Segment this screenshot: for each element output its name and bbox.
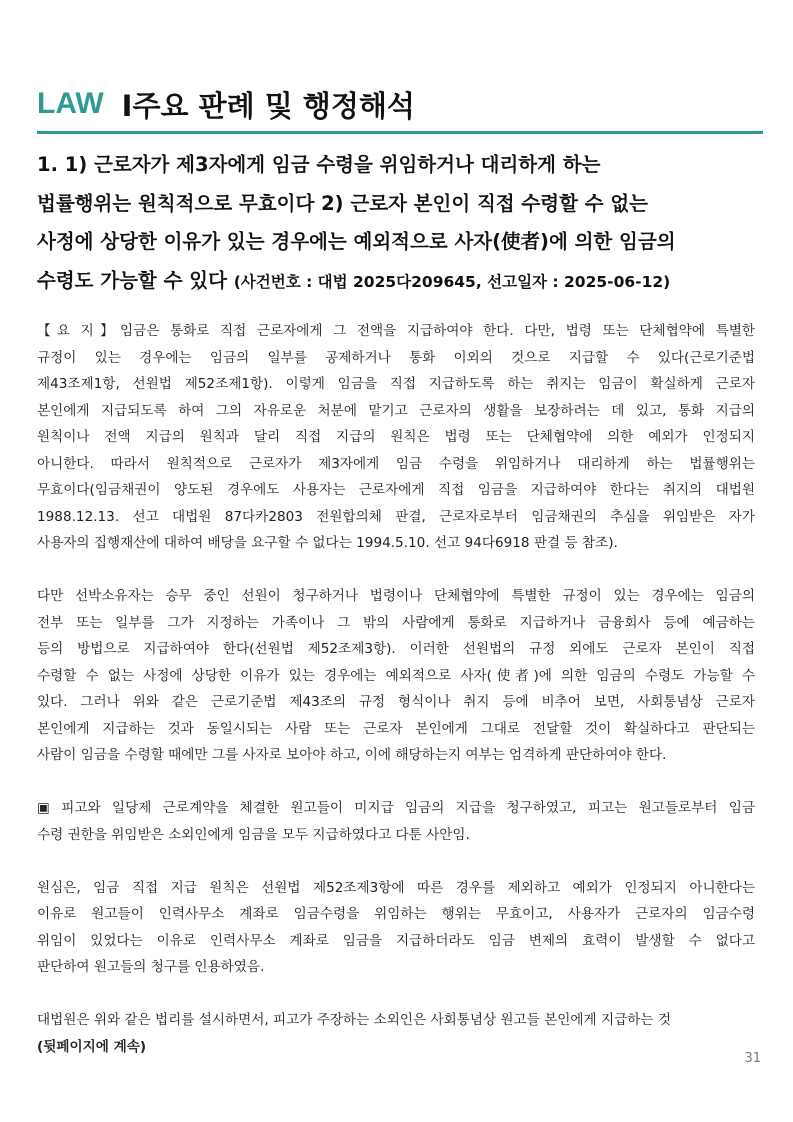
text-line: 수령 권한을 위임받은 소외인에게 임금을 모두 지급하였다고 다툰 사안임. — [37, 826, 470, 843]
case-title-text: 수령도 가능할 수 있다 — [37, 268, 227, 292]
text-line: 수령할 수 없는 사정에 상당한 이유가 있는 경우에는 예외적으로 사자(使者)에 의한 임금의 수령도 가능할 수 — [37, 667, 755, 684]
case-title-line: 사정에 상당한 이유가 있는 경우에는 예외적으로 사자(使者)에 의한 임금의 — [37, 230, 676, 253]
text-line: 1988.12.13. 선고 대법원 87다카2803 전원합의체 판결, 근로자로부터 임금채권의 추심을 위임받은 자가 — [37, 508, 755, 525]
text-line: 등의 방법으로 지급하여야 한다(선원법 제52조제3항). 이러한 선원법의 규정 외에도 근로자 본인이 직접 — [37, 641, 755, 657]
continuation-note: (뒷페이지에 계속) — [37, 1038, 147, 1055]
case-title-line: 1. 1) 근로자가 제3자에게 임금 수령을 위임하거나 대리하게 하는 — [37, 153, 601, 176]
case-title — [37, 146, 763, 301]
paragraph-case-facts — [37, 795, 755, 848]
paragraph-supreme-court — [37, 1007, 755, 1060]
text-line: 원칙이나 전액 지급의 원칙과 달리 직접 지급의 원칙은 법령 또는 단체협약에 의한 예외가 인정되지 — [37, 429, 755, 445]
text-line: 【요 지】임금은 통화로 직접 근로자에게 그 전액을 지급하여야 한다. 다만, 법령 또는 단체협약에 특별한 — [37, 323, 755, 339]
text-line: 있다. 그러나 위와 같은 근로기준법 제43조의 규정 형식이나 취지 등에 비추어 보면, 사회통념상 근로자 — [37, 694, 755, 710]
case-meta: (사건번호 : 대법 2025다209645, 선고일자 : 2025-06-12) — [233, 272, 671, 291]
document-body — [37, 318, 755, 1060]
header-divider — [37, 131, 763, 134]
text-line: 위임이 있었다는 이유로 인력사무소 계좌로 임금을 지급하더라도 임금 변제의 효력이 발생할 수 없다고 — [37, 932, 755, 949]
page-number: 31 — [744, 1051, 761, 1066]
paragraph-lower-court — [37, 875, 755, 981]
text-line: 전부 또는 일부를 그가 지정하는 가족이나 그 밖의 사람에게 통화로 지급하거나 금융회사 등에 예금하는 — [37, 614, 755, 631]
text-line: 본인에게 지급되도록 하여 그의 자유로운 처분에 맡기고 근로자의 생활을 보장하려는 데 있고, 통화 지급의 — [37, 402, 755, 419]
text-line: 규정이 있는 경우에는 임금의 일부를 공제하거나 통화 이외의 것으로 지급할 수 있다(근로기준법 — [37, 349, 755, 366]
text-line: ▣ 피고와 일당제 근로계약을 체결한 원고들이 미지급 임금의 지급을 청구하였고, 피고는 원고들로부터 임금 — [37, 800, 755, 816]
text-line: 아니한다. 따라서 원칙적으로 근로자가 제3자에게 임금 수령을 위임하거나 대리하게 하는 법률행위는 — [37, 455, 755, 472]
text-line: 다만 선박소유자는 승무 중인 선원이 청구하거나 법령이나 단체협약에 특별한 규정이 있는 경우에는 임금의 — [37, 588, 755, 604]
page-header — [37, 82, 763, 126]
section-title: Ⅰ주요 판례 및 행정해석 — [121, 88, 415, 123]
text-line: 이유로 원고들이 인력사무소 계좌로 임금수령을 위임하는 행위는 무효이고, 사용자가 근로자의 임금수령 — [37, 906, 755, 922]
paragraph-exception — [37, 583, 755, 769]
text-line: 판단하여 원고들의 청구를 인용하였음. — [37, 959, 265, 975]
case-title-line-last — [37, 262, 763, 302]
text-line: 원심은, 임금 직접 지급 원칙은 선원법 제52조제3항에 따른 경우를 제외하고 예외가 인정되지 아니한다는 — [37, 879, 755, 896]
paragraph-summary — [37, 318, 755, 557]
case-title-line: 법률행위는 원칙적으로 무효이다 2) 근로자 본인이 직접 수령할 수 없는 — [37, 191, 649, 215]
text-line: 본인에게 지급하는 것과 동일시되는 사람 또는 근로자 본인에게 그대로 전달할 것이 확실하다고 판단되는 — [37, 720, 755, 737]
text-line: 제43조제1항, 선원법 제52조제1항). 이렇게 임금을 직접 지급하도록 하는 취지는 임금이 확실하게 근로자 — [37, 376, 755, 392]
law-badge: LAW — [37, 87, 104, 120]
text-line: 사용자의 집행재산에 대하여 배당을 요구할 수 없다는 1994.5.10. 선고 94다6918 판결 등 참조). — [37, 535, 618, 551]
text-line: 대법원은 위와 같은 법리를 설시하면서, 피고가 주장하는 소외인은 사회통념상 원고들 본인에게 지급하는 것 — [37, 1012, 671, 1028]
text-line: 사람이 임금을 수령할 때에만 그를 사자로 보아야 하고, 이에 해당하는지 여부는 엄격하게 판단하여야 한다. — [37, 747, 667, 763]
text-line: 무효이다(임금채권이 양도된 경우에도 사용자는 근로자에게 직접 임금을 지급하여야 한다는 취지의 대법원 — [37, 482, 755, 498]
